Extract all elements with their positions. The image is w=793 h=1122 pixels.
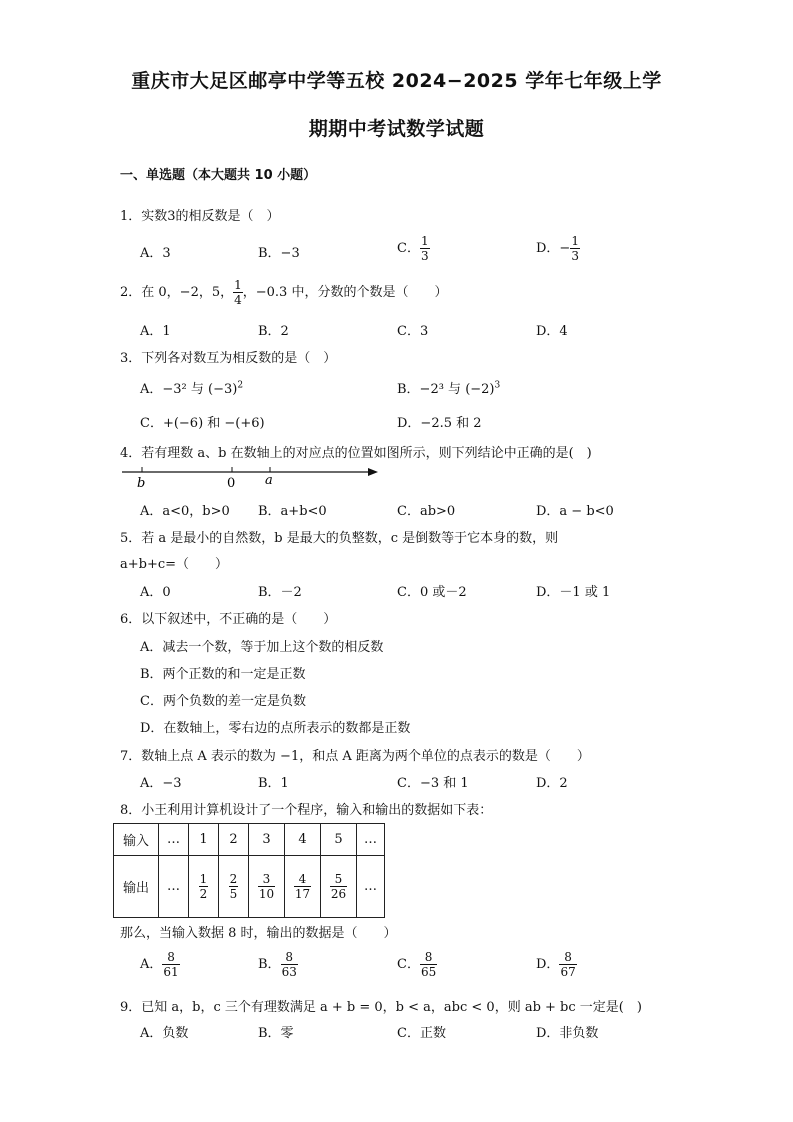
fraction-denominator: 67 — [560, 965, 576, 979]
q8-option-b-prefix: B． — [258, 957, 281, 972]
q1-option-c-prefix: C． — [397, 241, 420, 256]
q5-option-c: C．0 或－2 — [397, 585, 467, 600]
q1-option-c — [397, 234, 430, 263]
question-2-stem — [120, 278, 447, 307]
fraction-denominator: 65 — [420, 965, 437, 979]
q8-option-a — [140, 950, 180, 979]
q8-option-c-prefix: C． — [397, 957, 420, 972]
fraction-numerator: 8 — [162, 950, 179, 965]
q9-option-b: B．零 — [258, 1026, 294, 1041]
q8-option-d — [536, 950, 577, 979]
q4-option-d: D．a − b<0 — [536, 504, 614, 519]
fraction-denominator: 5 — [229, 887, 238, 901]
q1-option-c-fraction — [420, 234, 430, 263]
q2-stem-fraction — [233, 278, 243, 307]
question-6-stem: 6．以下叙述中，不正确的是（ ） — [120, 612, 337, 627]
q9-option-a: A．负数 — [140, 1026, 189, 1041]
q8-option-a-fraction — [162, 950, 179, 979]
table-cell: 2 — [219, 824, 249, 856]
fraction-numerator: 4 — [294, 872, 311, 887]
output-fraction — [330, 872, 347, 901]
section-heading: 一、单选题（本大题共 10 小题） — [120, 168, 317, 183]
output-fraction — [229, 872, 239, 901]
q7-option-d: D．2 — [536, 776, 568, 791]
q6-option-a: A．减去一个数，等于加上这个数的相反数 — [140, 640, 384, 655]
q8-option-a-prefix: A． — [140, 957, 163, 972]
q2-option-d: D．4 — [536, 324, 568, 339]
q5-option-a: A．0 — [140, 585, 171, 600]
table-cell: … — [357, 856, 385, 918]
table-cell: 4 — [285, 824, 321, 856]
q6-option-d: D．在数轴上，零右边的点所表示的数都是正数 — [140, 721, 411, 736]
q3-option-b — [397, 378, 500, 397]
q7-option-c: C．−3 和 1 — [397, 776, 469, 791]
table-row-input — [114, 824, 385, 856]
fraction-denominator: 61 — [163, 965, 179, 979]
q2-option-b: B．2 — [258, 324, 289, 339]
q7-option-a: A．−3 — [140, 776, 182, 791]
q1-option-d-fraction — [570, 234, 580, 263]
fraction-numerator: 1 — [571, 234, 579, 248]
table-cell: 5 — [321, 824, 357, 856]
table-cell — [249, 856, 285, 918]
output-fraction — [258, 872, 275, 901]
q1-option-d-prefix: D．− — [536, 241, 571, 256]
table-cell: … — [159, 856, 189, 918]
q8-option-d-prefix: D． — [536, 957, 560, 972]
q4-option-b: B．a+b<0 — [258, 504, 327, 519]
input-output-table — [113, 823, 385, 918]
fraction-numerator: 2 — [229, 872, 238, 886]
q1-option-a: A．3 — [140, 246, 171, 261]
q8-option-b — [258, 950, 298, 979]
table-cell — [321, 856, 357, 918]
question-1-stem: 1．实数3的相反数是（ ） — [120, 209, 280, 224]
table-cell — [219, 856, 249, 918]
number-line-diagram — [120, 462, 380, 492]
q2-stem-part-a: 2．在 0，−2，5， — [120, 285, 234, 300]
fraction-denominator: 26 — [330, 887, 347, 901]
fraction-numerator: 8 — [420, 950, 437, 965]
q3-option-b-exponent: 3 — [494, 380, 501, 391]
fraction-numerator: 1 — [234, 278, 242, 292]
q4-option-c: C．ab>0 — [397, 504, 456, 519]
label-b: b — [137, 476, 146, 491]
fraction-denominator: 2 — [199, 887, 208, 901]
q2-option-c: C．3 — [397, 324, 429, 339]
q9-option-c: C．正数 — [397, 1026, 446, 1041]
q1-option-b: B．−3 — [258, 246, 300, 261]
q3-option-a-exponent: 2 — [237, 380, 244, 391]
table-header-input: 输入 — [114, 824, 159, 856]
output-fraction — [294, 872, 311, 901]
question-9-stem: 9．已知 a，b，c 三个有理数满足 a + b = 0，b < a，abc < 0，则 ab + bc 一定是( ) — [120, 1000, 642, 1015]
fraction-denominator: 3 — [571, 249, 579, 263]
q3-option-a-text: A．−3² 与 (−3) — [140, 382, 238, 397]
fraction-numerator: 1 — [199, 872, 208, 886]
question-4-stem: 4．若有理数 a、b 在数轴上的对应点的位置如图所示，则下列结论中正确的是( ) — [120, 446, 592, 461]
table-row-output — [114, 856, 385, 918]
q2-stem-part-b: ，−0.3 中，分数的个数是（ ） — [242, 285, 448, 300]
fraction-denominator: 17 — [294, 887, 311, 901]
q6-option-c: C．两个负数的差一定是负数 — [140, 694, 306, 709]
table-cell: … — [357, 824, 385, 856]
question-8-followup: 那么，当输入数据 8 时，输出的数据是（ ） — [120, 926, 397, 941]
q3-option-a — [140, 378, 243, 397]
table-cell — [189, 856, 219, 918]
fraction-numerator: 3 — [258, 872, 275, 887]
fraction-numerator: 8 — [559, 950, 576, 965]
fraction-denominator: 10 — [258, 887, 275, 901]
table-cell — [285, 856, 321, 918]
q5-option-d: D．－1 或 1 — [536, 585, 611, 600]
table-cell: 1 — [189, 824, 219, 856]
q2-option-a: A．1 — [140, 324, 171, 339]
question-5-stem-line2: a+b+c=（ ） — [120, 557, 229, 572]
q7-option-b: B．1 — [258, 776, 289, 791]
table-cell: … — [159, 824, 189, 856]
q8-option-b-fraction — [281, 950, 298, 979]
q3-option-c: C．+(−6) 和 −(+6) — [140, 416, 265, 431]
q1-option-d — [536, 234, 580, 263]
question-5-stem-line1: 5．若 a 是最小的自然数，b 是最大的负整数，c 是倒数等于它本身的数，则 — [120, 531, 559, 546]
number-line-arrow — [368, 468, 378, 476]
q8-option-c-fraction — [420, 950, 437, 979]
q5-option-b: B．－2 — [258, 585, 302, 600]
exam-title-line1: 重庆市大足区邮亭中学等五校 2024−2025 学年七年级上学 — [131, 70, 662, 92]
q9-option-d: D．非负数 — [536, 1026, 599, 1041]
q3-option-d: D．−2.5 和 2 — [397, 416, 482, 431]
fraction-numerator: 1 — [420, 234, 429, 248]
q3-option-b-text: B．−2³ 与 (−2) — [397, 382, 495, 397]
output-fraction — [199, 872, 209, 901]
q4-option-a: A．a<0，b>0 — [140, 504, 230, 519]
exam-title-line2: 期期中考试数学试题 — [308, 118, 485, 140]
question-3-stem: 3．下列各对数互为相反数的是（ ） — [120, 351, 337, 366]
q8-option-d-fraction — [559, 950, 576, 979]
question-7-stem: 7．数轴上点 A 表示的数为 −1，和点 A 距离为两个单位的点表示的数是（ ） — [120, 749, 590, 764]
fraction-numerator: 5 — [330, 872, 347, 887]
fraction-denominator: 4 — [234, 293, 242, 307]
fraction-denominator: 63 — [281, 965, 297, 979]
table-header-output: 输出 — [114, 856, 159, 918]
label-zero: 0 — [227, 476, 236, 491]
question-8-stem: 8．小王利用计算机设计了一个程序，输入和输出的数据如下表： — [120, 803, 493, 818]
table-cell: 3 — [249, 824, 285, 856]
q6-option-b: B．两个正数的和一定是正数 — [140, 667, 306, 682]
fraction-denominator: 3 — [420, 249, 429, 263]
q8-option-c — [397, 950, 437, 979]
label-a: a — [265, 473, 273, 488]
fraction-numerator: 8 — [281, 950, 298, 965]
